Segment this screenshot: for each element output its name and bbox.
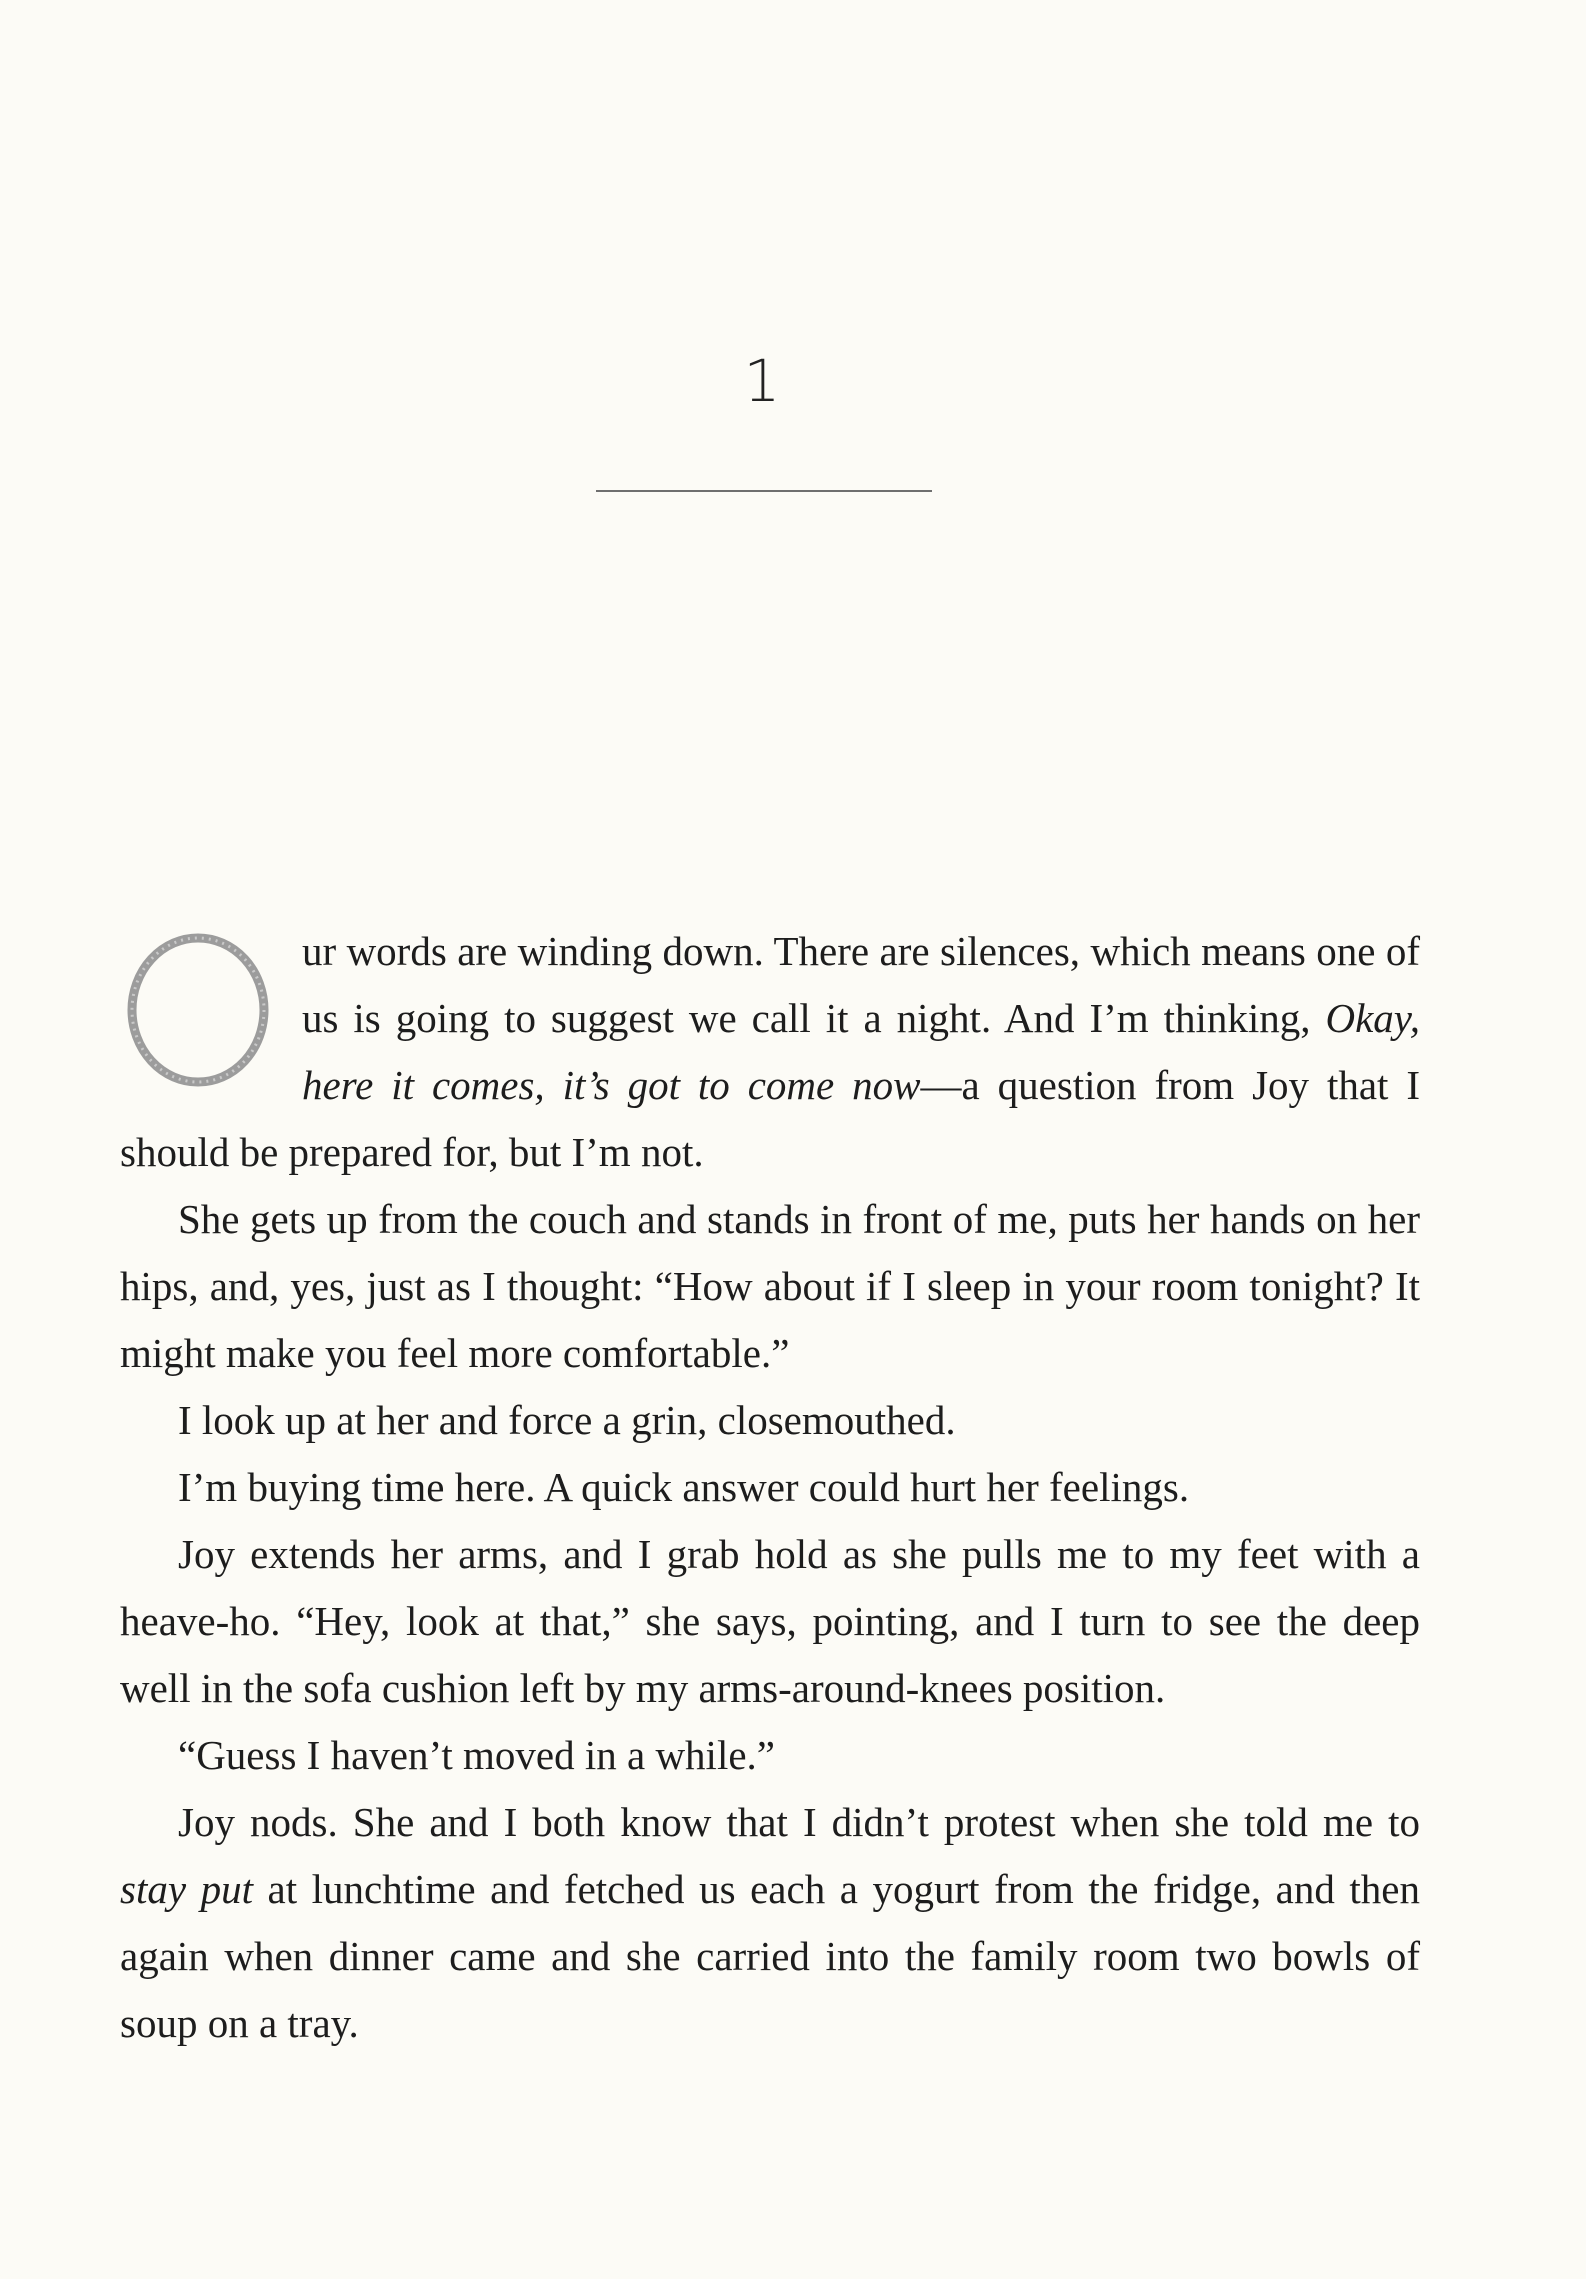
paragraph: She gets up from the couch and stands in front of me, puts her hands on her hips, and, yes, just as I thought: “How about if I sleep in your room tonight? It might make you feel more comfortable.”	[120, 1196, 1420, 1376]
chapter-body	[120, 918, 1420, 2057]
paragraph-text: at lunchtime and fetched us each a yogurt from the fridge, and then again when dinner came and she carried into the family room two bowls of soup on a tray.	[120, 1866, 1420, 2046]
chapter-rule	[596, 490, 932, 492]
paragraph: “Guess I haven’t moved in a while.”	[178, 1732, 775, 1778]
paragraph-text: ur words are winding down. There are silences, which means one of us is going to suggest we call it a night. And I’m thinking,	[302, 928, 1420, 1041]
paragraph-italic-text: Okay, here it comes, it’s got to come now	[302, 995, 1420, 1108]
opening-paragraph	[120, 918, 1420, 1186]
paragraph-italic-text: stay put	[120, 1866, 253, 1912]
drop-cap-space	[120, 918, 302, 1114]
paragraph: Joy extends her arms, and I grab hold as she pulls me to my feet with a heave-ho. “Hey, look at that,” she says, pointing, and I turn to see the deep well in the sofa cushion left by my arms-around-knees position.	[120, 1531, 1420, 1711]
paragraph	[120, 1789, 1420, 2057]
paragraph: I’m buying time here. A quick answer could hurt her feelings.	[178, 1464, 1190, 1510]
paragraph-text: —a question from Joy that I should be prepared for, but I’m not.	[120, 1062, 1421, 1175]
chapter-number: 1	[743, 347, 781, 415]
paragraph: I look up at her and force a grin, closemouthed.	[178, 1397, 956, 1443]
paragraph-text: Joy nods. She and I both know that I didn’t protest when she told me to	[178, 1799, 1420, 1845]
